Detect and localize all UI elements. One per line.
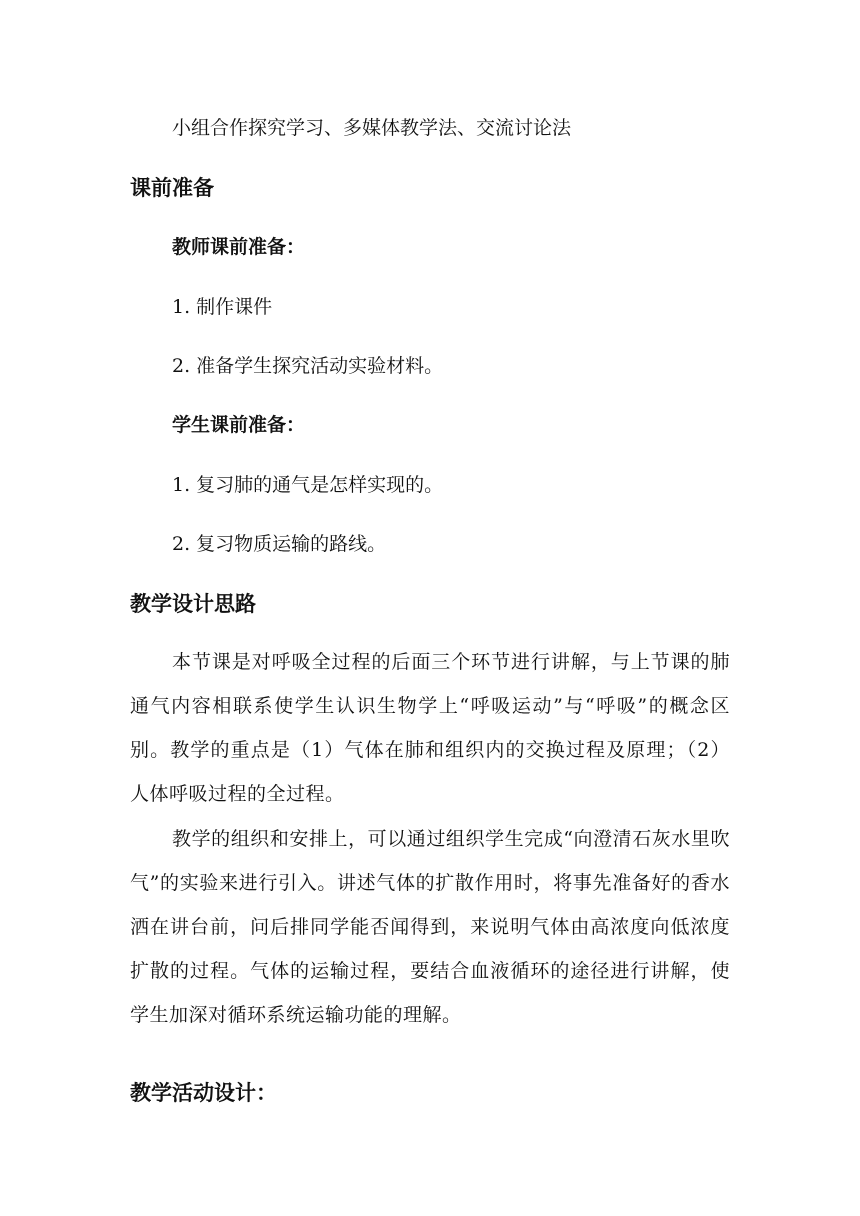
teaching-methods-line: 小组合作探究学习、多媒体教学法、交流讨论法	[172, 117, 572, 139]
section-heading-design-approach: 教学设计思路	[130, 592, 256, 616]
teacher-prep-item-1: 1. 制作课件	[172, 296, 273, 318]
student-prep-item-2: 2. 复习物质运输的路线。	[172, 533, 387, 555]
subheading-teacher-preparation: 教师课前准备：	[172, 236, 306, 258]
design-paragraph-1: 本节课是对呼吸全过程的后面三个环节进行讲解，与上节课的肺通气内容相联系使学生认识生物学上“呼吸运动”与“呼吸”的概念区别。教学的重点是（1）气体在肺和组织内的交换过程及原理；（2）人体呼吸过程的全过程。	[130, 651, 730, 805]
section-heading-preparation: 课前准备	[130, 176, 214, 200]
section-heading-activity-design: 教学活动设计：	[130, 1081, 277, 1105]
student-prep-item-1: 1. 复习肺的通气是怎样实现的。	[172, 474, 444, 496]
subheading-student-preparation: 学生课前准备：	[172, 414, 306, 436]
teacher-prep-item-2: 2. 准备学生探究活动实验材料。	[172, 355, 444, 377]
design-paragraph-2: 教学的组织和安排上，可以通过组织学生完成“向澄清石灰水里吹气”的实验来进行引入。讲述气体的扩散作用时，将事先准备好的香水洒在讲台前，问后排同学能否闻得到，来说明气体由高浓度向低浓度扩散的过程。气体的运输过程，要结合血液循环的途径进行讲解，使学生加深对循环系统运输功能的理解。	[130, 828, 730, 1026]
